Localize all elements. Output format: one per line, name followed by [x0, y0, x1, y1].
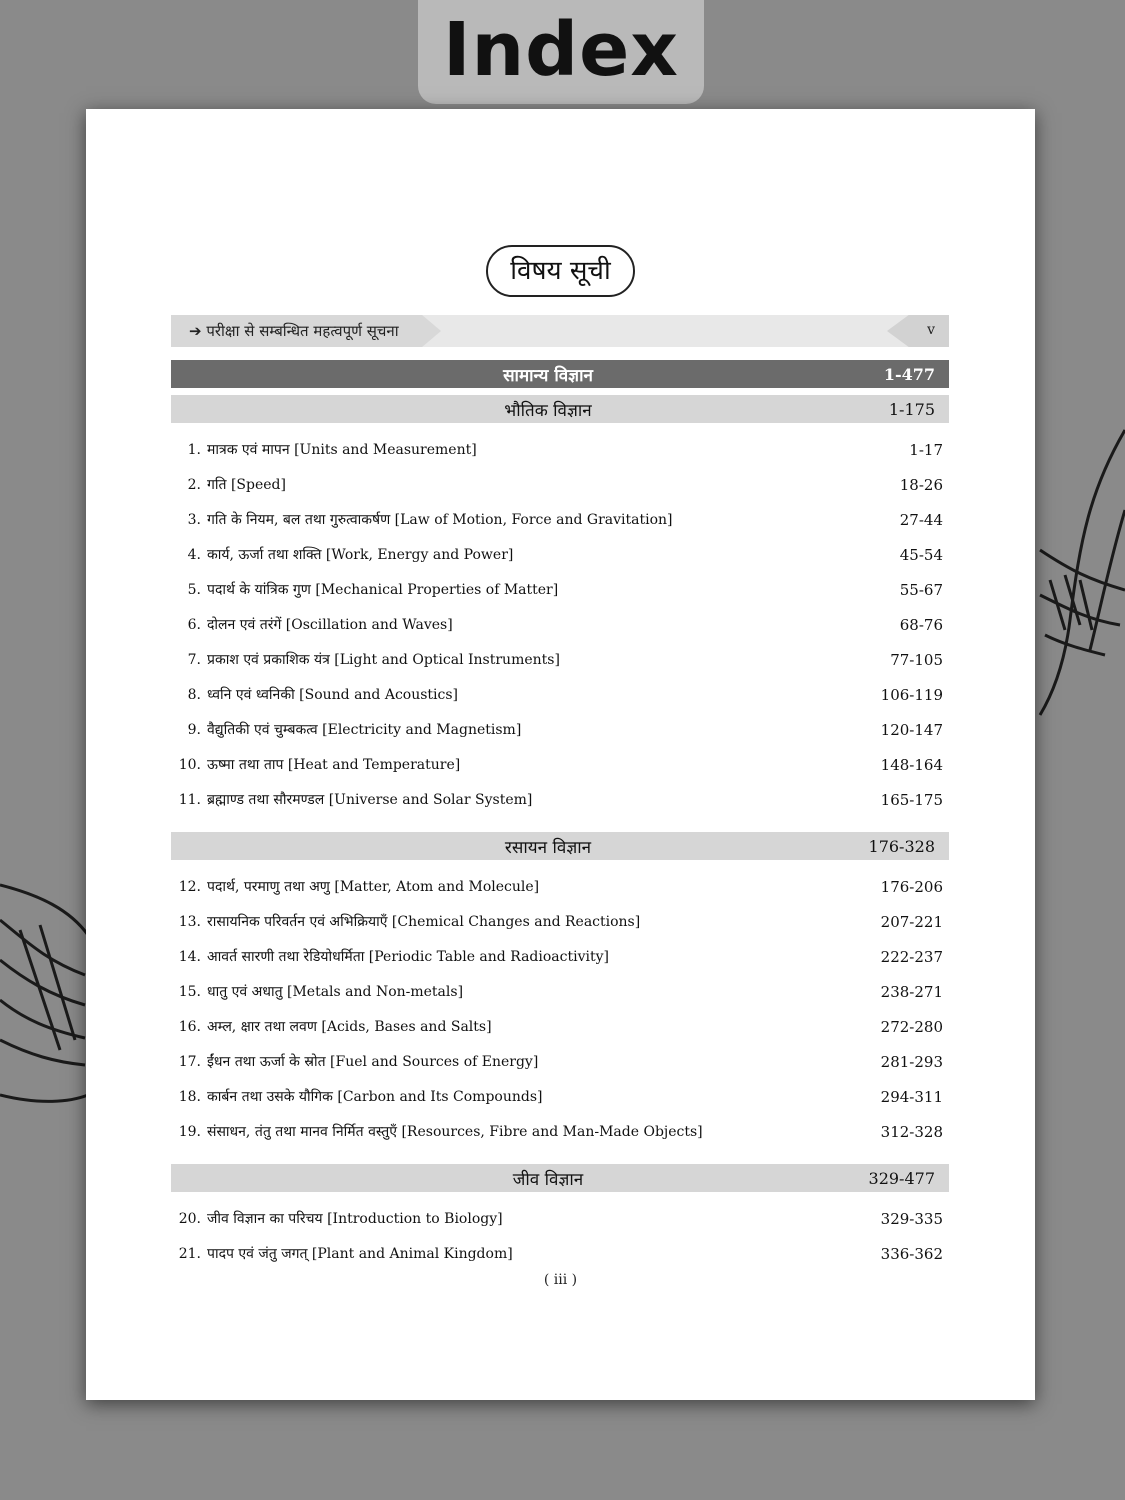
- index-banner: [418, 0, 704, 104]
- chapter-number: 8.: [187, 686, 201, 703]
- chapter-pages: 45-54: [899, 545, 943, 564]
- chapter-row[interactable]: [171, 712, 943, 747]
- chapter-row[interactable]: [171, 537, 943, 572]
- chapter-pages: 27-44: [899, 510, 943, 529]
- chapter-number: 11.: [178, 791, 201, 808]
- chapter-title: आवर्त सारणी तथा रेडियोधर्मिता [Periodic Table and Radioactivity]: [207, 949, 609, 965]
- chapter-row[interactable]: [171, 607, 943, 642]
- section-band-general-science[interactable]: [171, 360, 949, 388]
- chapter-title: धातु एवं अधातु [Metals and Non-metals]: [207, 984, 464, 1000]
- chapter-number: 19.: [178, 1123, 201, 1140]
- section-title: रसायन विज्ञान: [504, 837, 592, 858]
- chapter-row[interactable]: [171, 869, 943, 904]
- chapter-pages: 281-293: [880, 1052, 943, 1071]
- chapter-number: 4.: [187, 546, 201, 563]
- chapter-title: पादप एवं जंतु जगत् [Plant and Animal Kingdom]: [207, 1246, 513, 1262]
- chapter-pages: 329-335: [880, 1209, 943, 1228]
- page-folio: ( iii ): [543, 1272, 578, 1288]
- section-band-chemistry[interactable]: [171, 832, 949, 860]
- notice-page-tab: [887, 315, 949, 347]
- chemistry-chapter-list: [171, 869, 943, 1149]
- section-band-physics[interactable]: [171, 395, 949, 423]
- chapter-pages: 18-26: [899, 475, 943, 494]
- contents-heading: विषय सूची: [486, 245, 634, 297]
- chapter-title: वैद्युतिकी एवं चुम्बकत्व [Electricity and Magnetism]: [207, 722, 522, 738]
- chapter-title: कार्य, ऊर्जा तथा शक्ति [Work, Energy and Power]: [207, 547, 514, 563]
- chapter-row[interactable]: [171, 747, 943, 782]
- chapter-row[interactable]: [171, 974, 943, 1009]
- section-title: जीव विज्ञान: [512, 1169, 584, 1190]
- biology-chapter-list: [171, 1201, 943, 1271]
- dna-illustration-left: [0, 880, 90, 1110]
- chapter-number: 15.: [178, 983, 201, 1000]
- chapter-number: 6.: [187, 616, 201, 633]
- chapter-row[interactable]: [171, 939, 943, 974]
- chapter-number: 12.: [178, 878, 201, 895]
- chapter-pages: 294-311: [880, 1087, 943, 1106]
- chapter-number: 1.: [187, 441, 201, 458]
- chapter-number: 14.: [178, 948, 201, 965]
- chapter-row[interactable]: [171, 904, 943, 939]
- chapter-row[interactable]: [171, 1079, 943, 1114]
- chapter-row[interactable]: [171, 677, 943, 712]
- dna-illustration-right: [1030, 420, 1125, 720]
- chapter-pages: 222-237: [880, 947, 943, 966]
- chapter-pages: 68-76: [899, 615, 943, 634]
- chapter-pages: 120-147: [880, 720, 943, 739]
- chapter-title: गति के नियम, बल तथा गुरुत्वाकर्षण [Law of Motion, Force and Gravitation]: [207, 512, 673, 528]
- chapter-title: गति [Speed]: [207, 477, 286, 493]
- chapter-number: 21.: [178, 1245, 201, 1262]
- chapter-row[interactable]: [171, 502, 943, 537]
- chapter-row[interactable]: [171, 1009, 943, 1044]
- chapter-title: कार्बन तथा उसके यौगिक [Carbon and Its Compounds]: [207, 1089, 543, 1105]
- chapter-pages: 106-119: [880, 685, 943, 704]
- chapter-pages: 55-67: [899, 580, 943, 599]
- arrow-right-icon: ➔: [189, 322, 202, 340]
- chapter-number: 17.: [178, 1053, 201, 1070]
- chapter-number: 3.: [187, 511, 201, 528]
- banner-title: Index: [442, 7, 680, 93]
- chapter-title: मात्रक एवं मापन [Units and Measurement]: [207, 442, 477, 458]
- chapter-number: 18.: [178, 1088, 201, 1105]
- chapter-number: 5.: [187, 581, 201, 598]
- section-title: सामान्य विज्ञान: [503, 365, 593, 386]
- chapter-pages: 1-17: [909, 440, 943, 459]
- chapter-title: ध्वनि एवं ध्वनिकी [Sound and Acoustics]: [207, 687, 459, 703]
- chapter-title: अम्ल, क्षार तथा लवण [Acids, Bases and Salts]: [207, 1019, 492, 1035]
- chapter-number: 16.: [178, 1018, 201, 1035]
- chapter-pages: 165-175: [880, 790, 943, 809]
- section-pages: 329-477: [868, 1168, 935, 1188]
- chapter-pages: 312-328: [880, 1122, 943, 1141]
- chapter-title: ईंधन तथा ऊर्जा के स्रोत [Fuel and Sources of Energy]: [207, 1054, 539, 1070]
- chapter-row[interactable]: [171, 432, 943, 467]
- chapter-pages: 176-206: [880, 877, 943, 896]
- chapter-row[interactable]: [171, 1236, 943, 1271]
- chapter-number: 2.: [187, 476, 201, 493]
- chapter-pages: 77-105: [890, 650, 943, 669]
- chapter-pages: 272-280: [880, 1017, 943, 1036]
- chapter-number: 10.: [178, 756, 201, 773]
- chapter-number: 13.: [178, 913, 201, 930]
- chapter-row[interactable]: [171, 1114, 943, 1149]
- chapter-title: पदार्थ के यांत्रिक गुण [Mechanical Properties of Matter]: [207, 582, 559, 598]
- chapter-pages: 148-164: [880, 755, 943, 774]
- section-pages: 1-477: [883, 364, 935, 384]
- chapter-row[interactable]: [171, 467, 943, 502]
- chapter-pages: 207-221: [880, 912, 943, 931]
- chapter-title: रासायनिक परिवर्तन एवं अभिक्रियाएँ [Chemical Changes and Reactions]: [207, 914, 641, 930]
- section-pages: 1-175: [888, 399, 935, 419]
- chapter-title: ऊष्मा तथा ताप [Heat and Temperature]: [207, 757, 461, 773]
- chapter-row[interactable]: [171, 642, 943, 677]
- section-pages: 176-328: [868, 836, 935, 856]
- chapter-title: संसाधन, तंतु तथा मानव निर्मित वस्तुएँ [Resources, Fibre and Man-Made Objects]: [207, 1124, 703, 1140]
- section-band-biology[interactable]: [171, 1164, 949, 1192]
- exam-notice-row[interactable]: [171, 315, 949, 347]
- physics-chapter-list: [171, 432, 943, 817]
- chapter-number: 7.: [187, 651, 201, 668]
- chapter-row[interactable]: [171, 1201, 943, 1236]
- chapter-title: ब्रह्माण्ड तथा सौरमण्डल [Universe and Solar System]: [207, 792, 533, 808]
- chapter-row[interactable]: [171, 1044, 943, 1079]
- chapter-pages: 336-362: [880, 1244, 943, 1263]
- notice-page-number: v: [927, 322, 935, 338]
- chapter-title: दोलन एवं तरंगें [Oscillation and Waves]: [207, 617, 453, 633]
- chapter-number: 20.: [178, 1210, 201, 1227]
- chapter-title: जीव विज्ञान का परिचय [Introduction to Biology]: [207, 1211, 503, 1227]
- contents-page: [86, 109, 1035, 1400]
- chapter-pages: 238-271: [880, 982, 943, 1001]
- chapter-row[interactable]: [171, 782, 943, 817]
- chapter-number: 9.: [187, 721, 201, 738]
- section-title: भौतिक विज्ञान: [504, 400, 592, 421]
- chapter-title: प्रकाश एवं प्रकाशिक यंत्र [Light and Optical Instruments]: [207, 652, 560, 668]
- chapter-title: पदार्थ, परमाणु तथा अणु [Matter, Atom and Molecule]: [207, 879, 540, 895]
- notice-label: परीक्षा से सम्बन्धित महत्वपूर्ण सूचना: [206, 322, 399, 340]
- chapter-row[interactable]: [171, 572, 943, 607]
